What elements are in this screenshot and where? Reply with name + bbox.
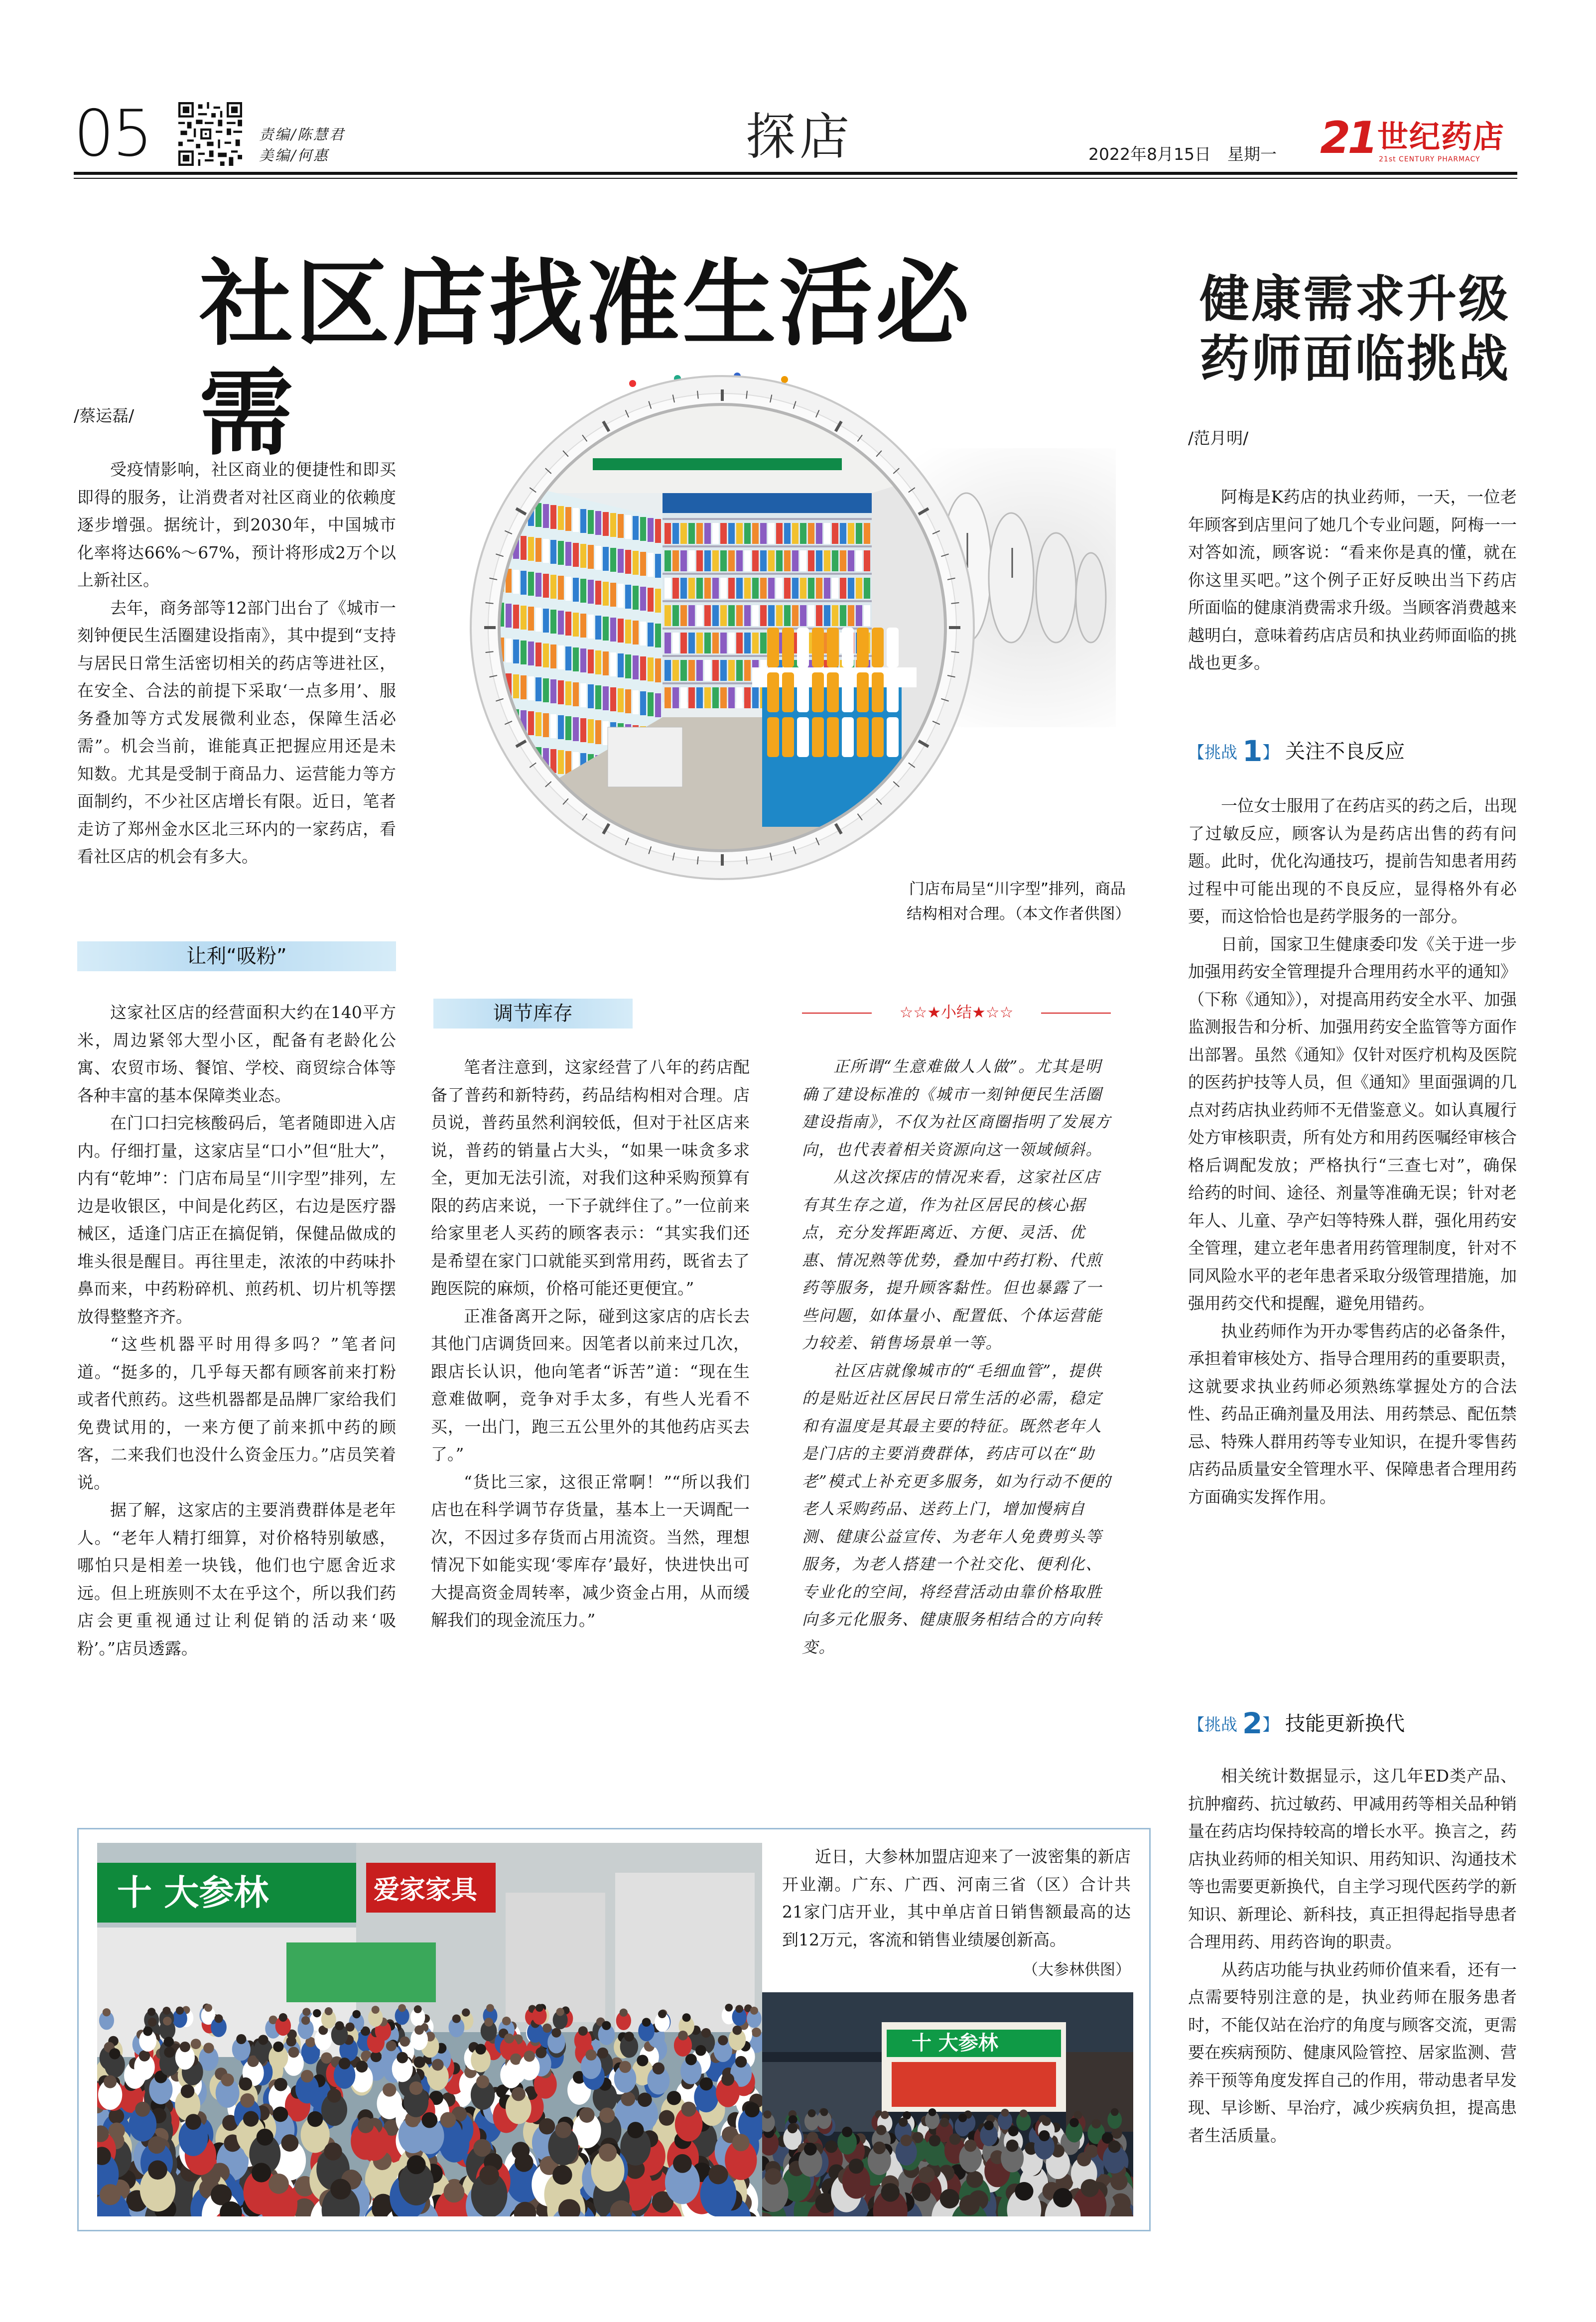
challenge-2-heading: 【挑战 2】 技能更新换代 (1188, 1706, 1405, 1740)
designer-credit: 美编/何惠 (259, 147, 329, 164)
masthead-logo (1320, 112, 1529, 167)
body-paragraph: 据了解，这家店的主要消费群体是老年人。“老年人精打细算，对价格特别敏感，哪怕只是相差一块钱，他们也宁愿舍近求远。但上班族则不太在乎这个，所以我们药店会更重视通过让利促销的活动来‘吸粉’。”店员透露。 (77, 1500, 396, 1658)
summary-paragraph: 从这次探店的情况来看，这家社区店有其生存之道，作为社区居民的核心据点，充分发挥距离近、方便、灵活、优惠、情况熟等优势，叠加中药打粉、代煎药等服务，提升顾客黏性。但也暴露了一些问题，如体量小、配置低、个体运营能力较差、销售场景单一等。 (802, 1168, 1103, 1352)
masthead-number: 21 (1320, 112, 1375, 163)
challenge-title: 关注不良反应 (1285, 740, 1405, 763)
body-paragraph: 相关统计数据显示，这几年ED类产品、抗肿瘤药、抗过敏药、甲减用药等相关品种销量在药店均保持较高的增长水平。换言之，药店执业药师的相关知识、用药知识、沟通技术等也需要更新换代，自主学习现代医药学的新知识、新理论、新科技，真正担得起指导患者合理用药、用药咨询的职责。 (1188, 1766, 1517, 1951)
section-heading-1: 让利“吸粉” (77, 941, 396, 971)
section1-body (77, 999, 396, 1662)
summary-heading (802, 1000, 1111, 1025)
header-rule-thin (74, 178, 1517, 179)
intro-paragraph: 受疫情影响，社区商业的便捷性和即买即得的服务，让消费者对社区商业的依赖度逐步增强。据统计，到2030年，中国城市化率将达66%～67%，预计将形成2万个以上新社区。 (77, 460, 396, 590)
section-name: 探店 (746, 108, 853, 166)
body-paragraph: 执业药师作为开办零售药店的必备条件，承担着审核处方、指导合理用药的重要职责，这就要求执业药师必须熟练掌握处方的合法性、药品正确剂量及用法、用药禁忌、配伍禁忌、特殊人群用药等专业知识，在提升零售药店药品质量安全管理水平、保障患者合理用药方面确实发挥作用。 (1188, 1321, 1517, 1507)
summary-title: ☆☆★小结★☆☆ (899, 1004, 1014, 1022)
main-title: 社区店找准生活必需 (199, 249, 972, 468)
main-intro (77, 456, 396, 871)
body-paragraph: 一位女士服用了在药店买的药之后，出现了过敏反应，顾客认为是药店出售的药有问题。此时，优化沟通技巧，提前告知患者用药过程中可能出现的不良反应，显得格外有必要，而这恰恰也是药学服务的一部分。 (1188, 796, 1517, 926)
opening-crowd-photo (97, 1843, 762, 2216)
challenge-2-body (1188, 1762, 1517, 2149)
side-byline: /范月明/ (1188, 428, 1249, 448)
body-paragraph: 从药店功能与执业药师价值来看，还有一点需要特别注意的是，执业药师在服务患者时，不能仅站在治疗的角度与顾客交流，更需要在疾病预防、健康风险管控、居家监测、营养干预等角度发挥自己的作用，带动患者早发现、早诊断、早治疗，减少疾病负担，提高患者生活质量。 (1188, 1959, 1517, 2145)
photo-sign-brand: 十 大参林 (117, 1872, 269, 1913)
summary-paragraph: 社区店就像城市的“毛细血管”，提供的是贴近社区居民日常生活的必需，稳定和有温度是其最主要的特征。既然老年人是门店的主要消费群体，药店可以在“助老”模式上补充更多服务，如为行动不便的老人采购药品、送药上门，增加慢病自测、健康公益宣传、为老年人免费剪头等服务，为老人搭建一个社交化、便利化、专业化的空间，将经营活动由靠价格取胜向多元化服务、健康服务相结合的方向转变。 (802, 1362, 1112, 1657)
body-paragraph: 日前，国家卫生健康委印发《关于进一步加强用药安全管理提升合理用药水平的通知》（下称《通知》），对提高用药安全水平、加强监测报告和分析、加强用药安全监管等方面作出部署。虽然《通知》仅针对医疗机构及医院的医药护技等人员，但《通知》里面强调的几点对药店执业药师不无借鉴意义。如认真履行处方审核职责，所有处方和用药医嘱经审核合格后调配发放；严格执行“三查七对”，确保给药的时间、途径、剂量等准确无误；针对老年人、儿童、孕产妇等特殊人群，强化用药安全管理，建立老年患者用药管理制度，针对不同风险水平的老年患者采取分级管理措施，加强用药交代和提醒，避免用错药。 (1188, 934, 1517, 1313)
summary-paragraph: 正所谓“生意难做人人做”。尤其是明确了建设标准的《城市一刻钟便民生活圈建设指南》，不仅为社区商圈指明了发展方向，也代表着相关资源向这一领域倾斜。 (802, 1058, 1111, 1159)
body-paragraph: “货比三家，这很正常啊！”“所以我们店也在科学调节存货量，基本上一天调配一次，不因过多存货而占用流资。当然，理想情况下如能实现‘零库存’最好，快进快出可大提高资金周转率，减少资金占用，从而缓解我们的现金流压力。” (431, 1472, 750, 1630)
side-title-line1: 健康需求升级 (1199, 269, 1510, 328)
side-title-line2: 药师面临挑战 (1199, 329, 1510, 388)
editor-credit: 责编/陈慧君 (259, 126, 345, 143)
body-paragraph: 近日，大参林加盟店迎来了一波密集的新店开业潮。广东、广西、河南三省（区）合计共21家门店开业，其中单店首日销售额最高的达到12万元，客流和销售业绩屡创新高。 (782, 1847, 1131, 1949)
side-intro (1188, 483, 1517, 677)
header-rule (74, 172, 1517, 175)
bottom-box-text (782, 1843, 1131, 1953)
masthead-subtitle: 21st CENTURY PHARMACY (1379, 155, 1480, 163)
body-paragraph: “这些机器平时用得多吗？”笔者问道。“挺多的，几乎每天都有顾客前来打粉或者代煎药。这些机器都是品牌厂家给我们免费试用的，一来方便了前来抓中药的顾客，二来我们也没什么资金压力。”店员笑着说。 (77, 1334, 396, 1492)
page-number: 05 (74, 97, 151, 171)
body-paragraph: 笔者注意到，这家经营了八年的药店配备了普药和新特药，药品结构相对合理。店员说，普药虽然利润较低，但对于社区店来说，普药的销量占大头，“如果一味贪多求全，更加无法引流，对我们这种采购预算有限的药店来说，一下子就绊住了。”一位前来给家里老人买药的顾客表示：“其实我们还是希望在家门口就能买到常用药，既省去了跑医院的麻烦，价格可能还更便宜。” (431, 1057, 750, 1298)
section2-body (431, 1053, 750, 1634)
bottom-box-credit: （大参林供图） (1023, 1961, 1131, 1979)
main-byline: /蔡运磊/ (74, 406, 134, 425)
challenge-title: 技能更新换代 (1285, 1712, 1405, 1735)
night-opening-photo (762, 1992, 1133, 2216)
body-paragraph: 这家社区店的经营面积大约在140平方米，周边紧邻大型小区，配备有老龄化公寓、农贸市场、餐馆、学校、商贸综合体等各种丰富的基本保障类业态。 (77, 1003, 396, 1105)
intro-paragraph: 去年，商务部等12部门出台了《城市一刻钟便民生活圈建设指南》，其中提到“支持与居民日常生活密切相关的药店等进社区，在安全、合法的前提下采取‘一点多用’、服务叠加等方式发展微利业态，保障生活必需”。机会当前，谁能真正把握应用还是未知数。尤其是受制于商品力、运营能力等方面制约，不少社区店增长有限。近日，笔者走访了郑州金水区北三环内的一家药店，看看社区店的机会有多大。 (77, 598, 396, 866)
challenge-1-body (1188, 792, 1517, 1511)
section-heading-2: 调节库存 (433, 999, 633, 1029)
challenge-number: 1 (1242, 734, 1263, 768)
body-paragraph: 阿梅是K药店的执业药师，一天，一位老年顾客到店里问了她几个专业问题，阿梅一一对答如流，顾客说：“看来你是真的懂，就在你这里买吧。”这个例子正好反映出当下药店所面临的健康消费需求升级。当顾客消费越来越明白，意味着药店店员和执业药师面临的挑战也更多。 (1188, 487, 1517, 672)
challenge-label: 挑战 (1204, 1715, 1237, 1734)
qr-code-icon (178, 102, 242, 166)
body-paragraph: 在门口扫完核酸码后，笔者随即进入店内。仔细打量，这家店呈“口小”但“肚大”，内有“乾坤”：门店布局呈“川字型”排列，左边是收银区，中间是化药区，右边是医疗器械区，适逢门店正在搞促销，保健品做成的堆头很是醒目。再往里走，浓浓的中药味扑鼻而来，中药粉碎机、煎药机、切片机等摆放得整整齐齐。 (77, 1113, 396, 1326)
photo-sign-shop: 爱家家具 (374, 1875, 478, 1905)
body-paragraph: 正准备离开之际，碰到这家店的店长去其他门店调货回来。因笔者以前来过几次，跟店长认识，他向笔者“诉苦”道：“现在生意难做啊，竞争对手太多，有些人光看不买，一出门，跑三五公里外的其他药店买去了。” (431, 1306, 750, 1464)
challenge-label: 挑战 (1204, 743, 1237, 762)
challenge-1-heading: 【挑战 1】 关注不良反应 (1188, 734, 1405, 768)
photo-caption: 门店布局呈“川字型”排列，商品结构相对合理。（本文作者供图） (907, 880, 1131, 923)
summary-body (802, 1053, 1116, 1662)
challenge-number: 2 (1242, 1706, 1263, 1740)
masthead-name: 世纪药店 (1377, 119, 1505, 155)
photo-sign-brand: 十 大参林 (912, 2031, 998, 2055)
issue-date: 2022年8月15日 星期一 (1088, 144, 1277, 164)
